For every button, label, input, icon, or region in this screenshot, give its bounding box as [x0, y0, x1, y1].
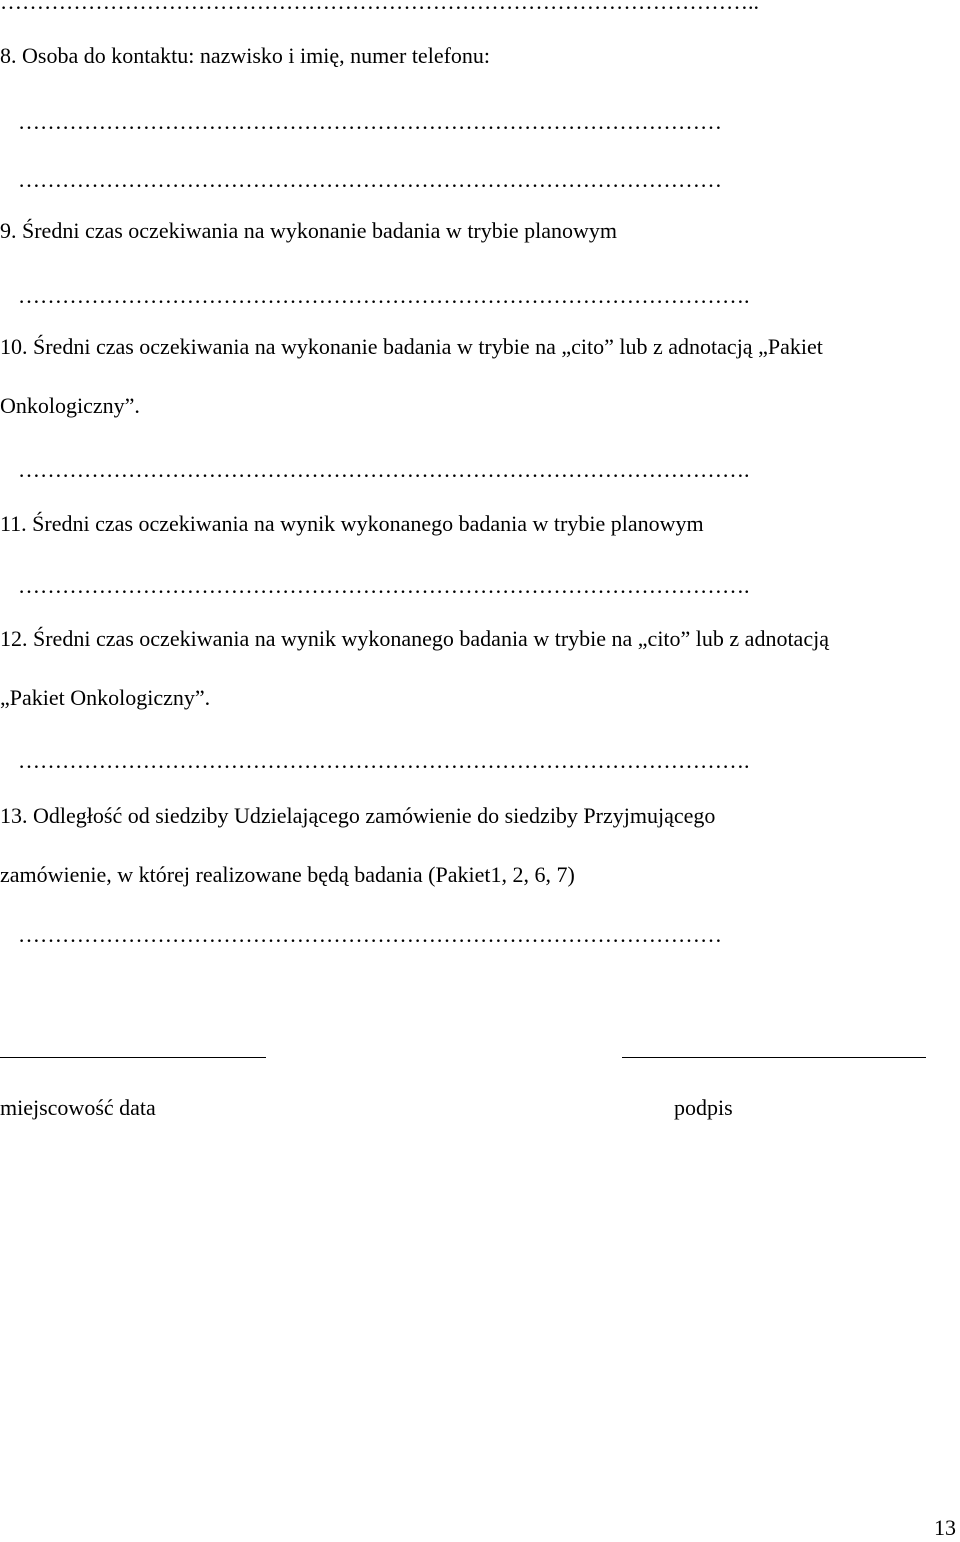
signature-label: podpis: [674, 1095, 733, 1120]
item-13-distance-line-2: zamówienie, w której realizowane będą badania (Pakiet1, 2, 6, 7): [0, 862, 575, 887]
item-12-answer-line: ……………………………………………………………………………………….: [18, 748, 750, 773]
signature-line: [622, 1057, 926, 1058]
place-date-label: miejscowość data: [0, 1095, 156, 1120]
item-8-answer-line-2: ……………………………………………………………………………………: [18, 167, 722, 192]
item-9-answer-line: ……………………………………………………………………………………….: [18, 283, 750, 308]
item-8-contact-person: 8. Osoba do kontaktu: nazwisko i imię, numer telefonu:: [0, 43, 491, 68]
item-12-cito-result-wait-time-line-2: „Pakiet Onkologiczny”.: [0, 685, 211, 710]
item-13-answer-line: ……………………………………………………………………………………: [18, 922, 722, 947]
item-8-answer-line-1: ……………………………………………………………………………………: [18, 109, 722, 134]
page-number: 13: [934, 1515, 956, 1540]
place-date-signature-line: [0, 1057, 266, 1058]
item-10-cito-wait-time-line-2: Onkologiczny”.: [0, 393, 140, 418]
item-10-cito-wait-time-line-1: 10. Średni czas oczekiwania na wykonanie badania w trybie na „cito” lub z adnotacją „Pakiet: [0, 334, 823, 359]
item-12-cito-result-wait-time-line-1: 12. Średni czas oczekiwania na wynik wykonanego badania w trybie na „cito” lub z adnotacją: [0, 626, 829, 651]
item-9-planned-wait-time: 9. Średni czas oczekiwania na wykonanie badania w trybie planowym: [0, 218, 618, 243]
top-dotted-line: …………………………………………………………………………………………..: [0, 0, 759, 14]
item-10-answer-line: ……………………………………………………………………………………….: [18, 457, 750, 482]
item-11-answer-line: ……………………………………………………………………………………….: [18, 573, 750, 598]
item-13-distance-line-1: 13. Odległość od siedziby Udzielającego zamówienie do siedziby Przyjmującego: [0, 803, 716, 828]
item-11-planned-result-wait-time: 11. Średni czas oczekiwania na wynik wykonanego badania w trybie planowym: [0, 511, 704, 536]
